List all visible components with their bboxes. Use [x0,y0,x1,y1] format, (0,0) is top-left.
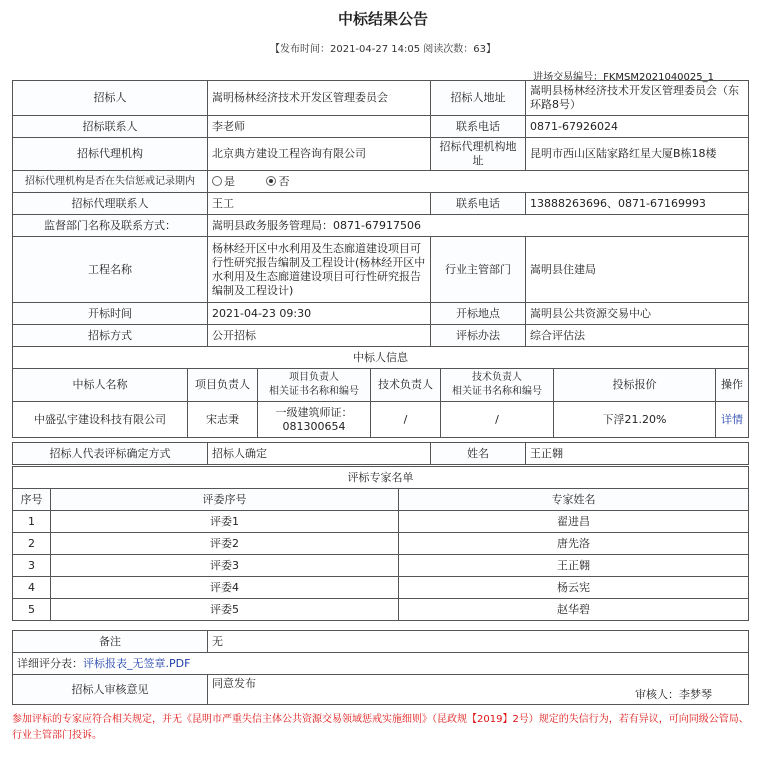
review-value: 同意发布 [212,677,256,690]
detail-row [13,653,749,675]
winner-header-pm-cert: 项目负责人 相关证书名称和编号 [258,369,371,402]
credit-options [208,171,749,193]
winner-header-name: 中标人名称 [13,369,188,402]
rep-name-label: 姓名 [431,443,526,465]
credit-label: 招标代理机构是否在失信惩戒记录期内 [13,171,208,193]
winner-header-action: 操作 [716,369,749,402]
trade-number: 进场交易编号：FKMSM2021040025_1 [533,72,714,83]
expert-seq: 评委1 [51,511,399,533]
winner-table [12,346,749,438]
winner-pm: 宋志秉 [188,402,258,438]
rep-table [12,442,749,465]
project-name-value: 杨林经开区中水利用及生态廊道建设项目可行性研究报告编制及工程设计(杨林经开区中水利用及生态廊道建设项目可行性研究报告编制及工程设计) [208,237,431,303]
rep-method-label: 招标人代表评标确定方式 [13,443,208,465]
contact-label: 招标联系人 [13,116,208,138]
winner-bid: 下浮21.20% [554,402,716,438]
experts-section-title: 评标专家名单 [13,467,749,489]
remark-value: 无 [208,631,749,653]
winner-header-pm: 项目负责人 [188,369,258,402]
method-label: 招标方式 [13,325,208,347]
tenderer-address-label: 招标人地址 [431,81,526,116]
agency-address-label: 招标代理机构地址 [431,138,526,171]
winner-header-tech-cert: 技术负责人 相关证书名称和编号 [441,369,554,402]
open-place-label: 开标地点 [431,303,526,325]
tenderer-address-value: 嵩明县杨林经济技术开发区管理委员会（东环路8号） [526,81,749,116]
winner-name: 中盛弘宇建设科技有限公司 [13,402,188,438]
agency-label: 招标代理机构 [13,138,208,171]
agency-contact-value: 王工 [208,193,431,215]
winner-section-title: 中标人信息 [13,347,749,369]
supervisor-value: 嵩明县政务服务管理局：0871-67917506 [208,215,749,237]
detail-label: 详细评分表： [17,656,83,670]
expert-no: 1 [13,511,51,533]
remark-label: 备注 [13,631,208,653]
phone-value: 0871-67926024 [526,116,749,138]
expert-name: 杨云宪 [399,577,749,599]
phone-label: 联系电话 [431,116,526,138]
table-row [13,555,749,577]
review-cell [208,675,749,705]
remark-table [12,630,749,705]
rep-method-value: 招标人确定 [208,443,431,465]
radio-empty-icon [212,176,222,186]
expert-no: 4 [13,577,51,599]
expert-no: 5 [13,599,51,621]
open-time-value: 2021-04-23 09:30 [208,303,431,325]
experts-table [12,466,749,621]
method-value: 公开招标 [208,325,431,347]
agency-address-value: 昆明市西山区陆家路红星大厦B栋18楼 [526,138,749,171]
winner-tech: / [371,402,441,438]
industry-label: 行业主管部门 [431,237,526,303]
eval-method-label: 评标办法 [431,325,526,347]
winner-detail-link[interactable]: 详情 [721,412,743,426]
experts-header-no: 序号 [13,489,51,511]
open-place-value: 嵩明县公共资源交易中心 [526,303,749,325]
table-row [13,533,749,555]
tenderer-label: 招标人 [13,81,208,116]
agency-contact-label: 招标代理联系人 [13,193,208,215]
expert-name: 翟进昌 [399,511,749,533]
table-row [13,599,749,621]
supervisor-label: 监督部门名称及联系方式： [13,215,208,237]
winner-detail-cell [716,402,749,438]
experts-header-seq: 评委序号 [51,489,399,511]
tenderer-value: 嵩明杨林经济技术开发区管理委员会 [208,81,431,116]
expert-no: 2 [13,533,51,555]
winner-pm-cert: 一级建筑师证：081300654 [258,402,371,438]
expert-name: 王正翱 [399,555,749,577]
contact-value: 李老师 [208,116,431,138]
agency-phone-value: 13888263696、0871-67169993 [526,193,749,215]
reviewer: 审核人：李梦琴 [635,688,712,701]
table-row [13,577,749,599]
objection-notice: 参加评标的专家应符合相关规定，并无《昆明市严重失信主体公共资源交易领域惩戒实施细则》（昆政规【2019】2号）规定的失信行为，若有异议，可向同级公管局、行业主管部门投诉。 [12,714,749,741]
expert-seq: 评委4 [51,577,399,599]
experts-header-name: 专家姓名 [399,489,749,511]
winner-header-bid: 投标报价 [554,369,716,402]
project-name-label: 工程名称 [13,237,208,303]
info-table [12,80,749,347]
winner-tech-cert: / [441,402,554,438]
industry-value: 嵩明县住建局 [526,237,749,303]
expert-seq: 评委3 [51,555,399,577]
open-time-label: 开标时间 [13,303,208,325]
radio-selected-icon [266,176,276,186]
publish-meta: 【发布时间：2021-04-27 14:05 阅读次数：63】 [269,44,496,55]
review-label: 招标人审核意见 [13,675,208,705]
expert-name: 唐先洛 [399,533,749,555]
eval-method-value: 综合评估法 [526,325,749,347]
credit-no-radio[interactable]: 否 [266,175,289,188]
credit-yes-radio[interactable]: 是 [212,175,235,188]
agency-phone-label: 联系电话 [431,193,526,215]
winner-header-tech: 技术负责人 [371,369,441,402]
table-row [13,511,749,533]
expert-seq: 评委5 [51,599,399,621]
expert-no: 3 [13,555,51,577]
expert-name: 赵华碧 [399,599,749,621]
page-title: 中标结果公告 [337,10,428,28]
agency-value: 北京典方建设工程咨询有限公司 [208,138,431,171]
detail-file-link[interactable]: 评标报表_无签章.PDF [83,656,191,670]
expert-seq: 评委2 [51,533,399,555]
rep-name-value: 王正翱 [526,443,749,465]
